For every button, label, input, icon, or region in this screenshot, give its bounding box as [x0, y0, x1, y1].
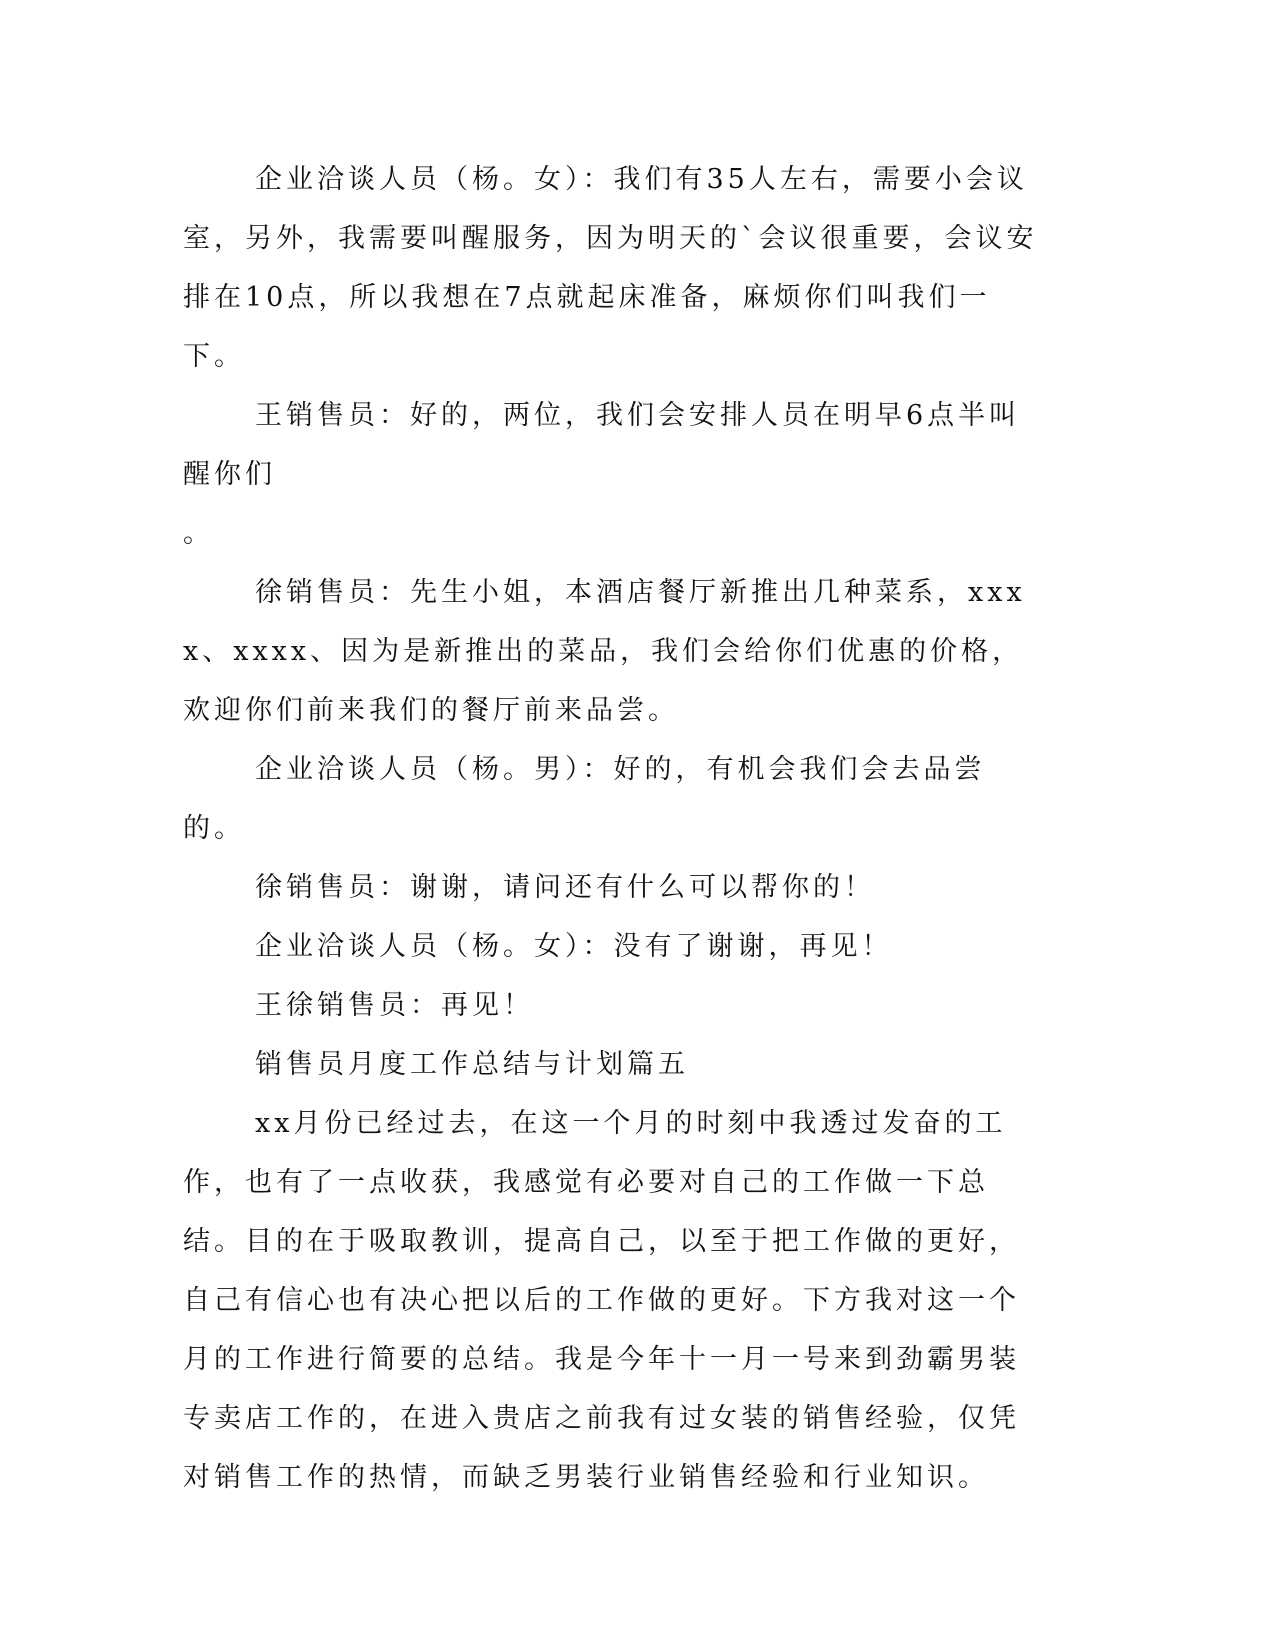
section-heading: 销售员月度工作总结与计划篇五: [255, 1049, 689, 1080]
paragraph-wang-reply-end: 。: [183, 518, 214, 549]
paragraph-monthly-summary: xx月份已经过去，在这一个月的时刻中我透过发奋的工作，也有了一点收获，我感觉有必要对自己的工作做一下总结。目的在于吸取教训，提高自己，以至于把工作做的更好，自己有信心也有决心把以后的工作做的更好。下方我对这一个月的工作进行简要的总结。我是今年十一月一号来到劲霸男装专卖店工作的，在进入贵店之前我有过女装的销售经验，仅凭对销售工作的热情，而缺乏男装行业销售经验和行业知识。: [183, 1108, 1020, 1493]
paragraph-wang-reply: 王销售员：好的，两位，我们会安排人员在明早6点半叫醒你们: [183, 400, 1021, 490]
paragraph-xu-thanks: 徐销售员：谢谢，请问还有什么可以帮你的！: [255, 872, 875, 903]
paragraph-yang-female-request: 企业洽谈人员（杨。女）：我们有35人左右，需要小会议室，另外，我需要叫醒服务，因为明天的`会议很重要，会议安排在10点，所以我想在7点就起床准备，麻烦你们叫我们一下。: [183, 164, 1038, 372]
paragraph-xu-restaurant: 徐销售员：先生小姐，本酒店餐厅新推出几种菜系，xxxx、xxxx、因为是新推出的菜品，我们会给你们优惠的价格，欢迎你们前来我们的餐厅前来品尝。: [183, 577, 1026, 726]
document-body: [183, 150, 1043, 1507]
paragraph-wang-xu-goodbye: 王徐销售员：再见！: [255, 990, 534, 1021]
paragraph-yang-male-reply: 企业洽谈人员（杨。男）：好的，有机会我们会去品尝的。: [183, 754, 986, 844]
paragraph-yang-female-goodbye: 企业洽谈人员（杨。女）：没有了谢谢，再见！: [255, 931, 893, 962]
